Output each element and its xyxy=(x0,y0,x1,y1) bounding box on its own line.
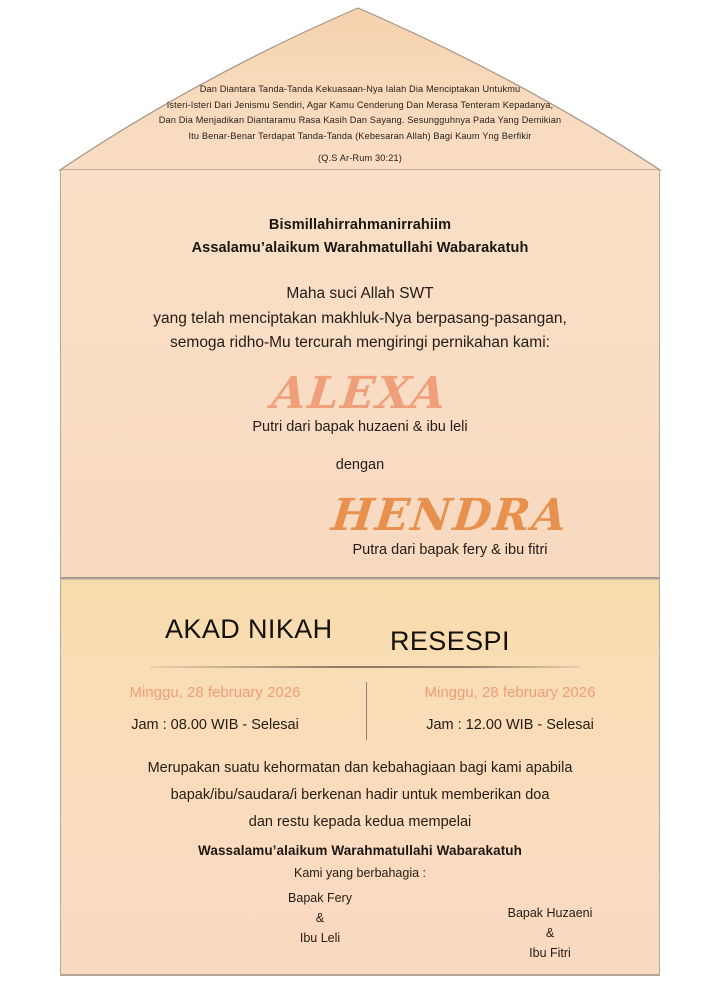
verse-line-3: Dan Dia Menjadikan Diantaramu Rasa Kasih Dan Sayang. Sesungguhnya Pada Yang Demikian xyxy=(158,115,562,125)
intro-line-3: semoga ridho-Mu tercurah mengiringi pernikahan kami: xyxy=(170,334,550,351)
event-date-resepsi: Minggu, 28 february 2026 xyxy=(424,684,596,701)
events-divider-rule xyxy=(150,666,580,668)
family-mother-bride: Ibu Fitri xyxy=(529,946,571,960)
family-father-groom: Bapak Fery xyxy=(288,891,352,905)
wassalam-text: Wassalamu’alaikum Warahmatullahi Wabarakatuh xyxy=(198,843,522,858)
event-date-akad: Minggu, 28 february 2026 xyxy=(129,684,301,701)
event-time-resepsi: Jam : 12.00 WIB - Selesai xyxy=(426,717,594,733)
event-heading-akad: AKAD NIKAH xyxy=(165,614,333,644)
intro-line-2: yang telah menciptakan makhluk-Nya berpasang-pasangan, xyxy=(153,309,567,327)
families-section xyxy=(60,885,660,970)
family-ampersand-bride: & xyxy=(545,926,555,940)
groom-name-row xyxy=(60,490,720,541)
groom-name: HENDRA xyxy=(329,490,571,541)
family-block-groom xyxy=(220,888,420,948)
groom-parents: Putra dari bapak fery & ibu fitri xyxy=(352,542,548,558)
event-time-akad: Jam : 08.00 WIB - Selesai xyxy=(131,717,299,733)
intro-block xyxy=(60,282,660,356)
bride-parents: Putri dari bapak huzaeni & ibu leli xyxy=(252,419,468,435)
family-father-bride: Bapak Huzaeni xyxy=(507,906,593,920)
verse-line-2: Isteri-Isteri Dari Jenismu Sendiri, Agar Kamu Cenderung Dan Merasa Tenteram Kepadanya, xyxy=(166,99,554,110)
closing-line-1: Merupakan suatu kehormatan dan kebahagiaan bagi kami apabila xyxy=(147,760,573,776)
bride-name-row xyxy=(60,368,660,419)
closing-line-3: dan restu kepada kedua mempelai xyxy=(248,814,472,830)
event-column-resepsi xyxy=(365,682,655,736)
family-mother-groom: Ibu Leli xyxy=(299,931,341,945)
bismillah-line: Bismillahirrahmanirrahiim xyxy=(268,217,452,233)
salam-block xyxy=(60,214,660,260)
family-block-bride xyxy=(450,903,650,963)
events-section xyxy=(60,606,660,736)
verse-line-1: Dan Diantara Tanda-Tanda Kekuasaan-Nya Ialah Dia Menciptakan Untukmu xyxy=(199,84,521,94)
verse-line-4: Itu Benar-Benar Terdapat Tanda-Tanda (Kebesaran Allah) Bagi Kaum Yng Berfikir xyxy=(188,130,532,141)
closing-line-2: bapak/ibu/saudara/i berkenan hadir untuk memberikan doa xyxy=(170,787,550,803)
happy-line-text: Kami yang berbahagia : xyxy=(293,866,427,880)
closing-block xyxy=(60,755,660,836)
event-column-akad xyxy=(70,682,360,736)
assalamualaikum-line: Assalamu’alaikum Warahmatullahi Wabarakatuh xyxy=(191,240,529,256)
quran-verse xyxy=(0,82,720,167)
intro-line-1: Maha suci Allah SWT xyxy=(286,285,434,302)
event-heading-resepsi: RESESPI xyxy=(390,626,510,656)
family-ampersand-groom: & xyxy=(315,911,325,925)
bride-name: ALEXA xyxy=(269,368,451,419)
connector-text: dengan xyxy=(335,457,385,473)
verse-reference: (Q.S Ar-Rum 30:21) xyxy=(318,153,402,163)
